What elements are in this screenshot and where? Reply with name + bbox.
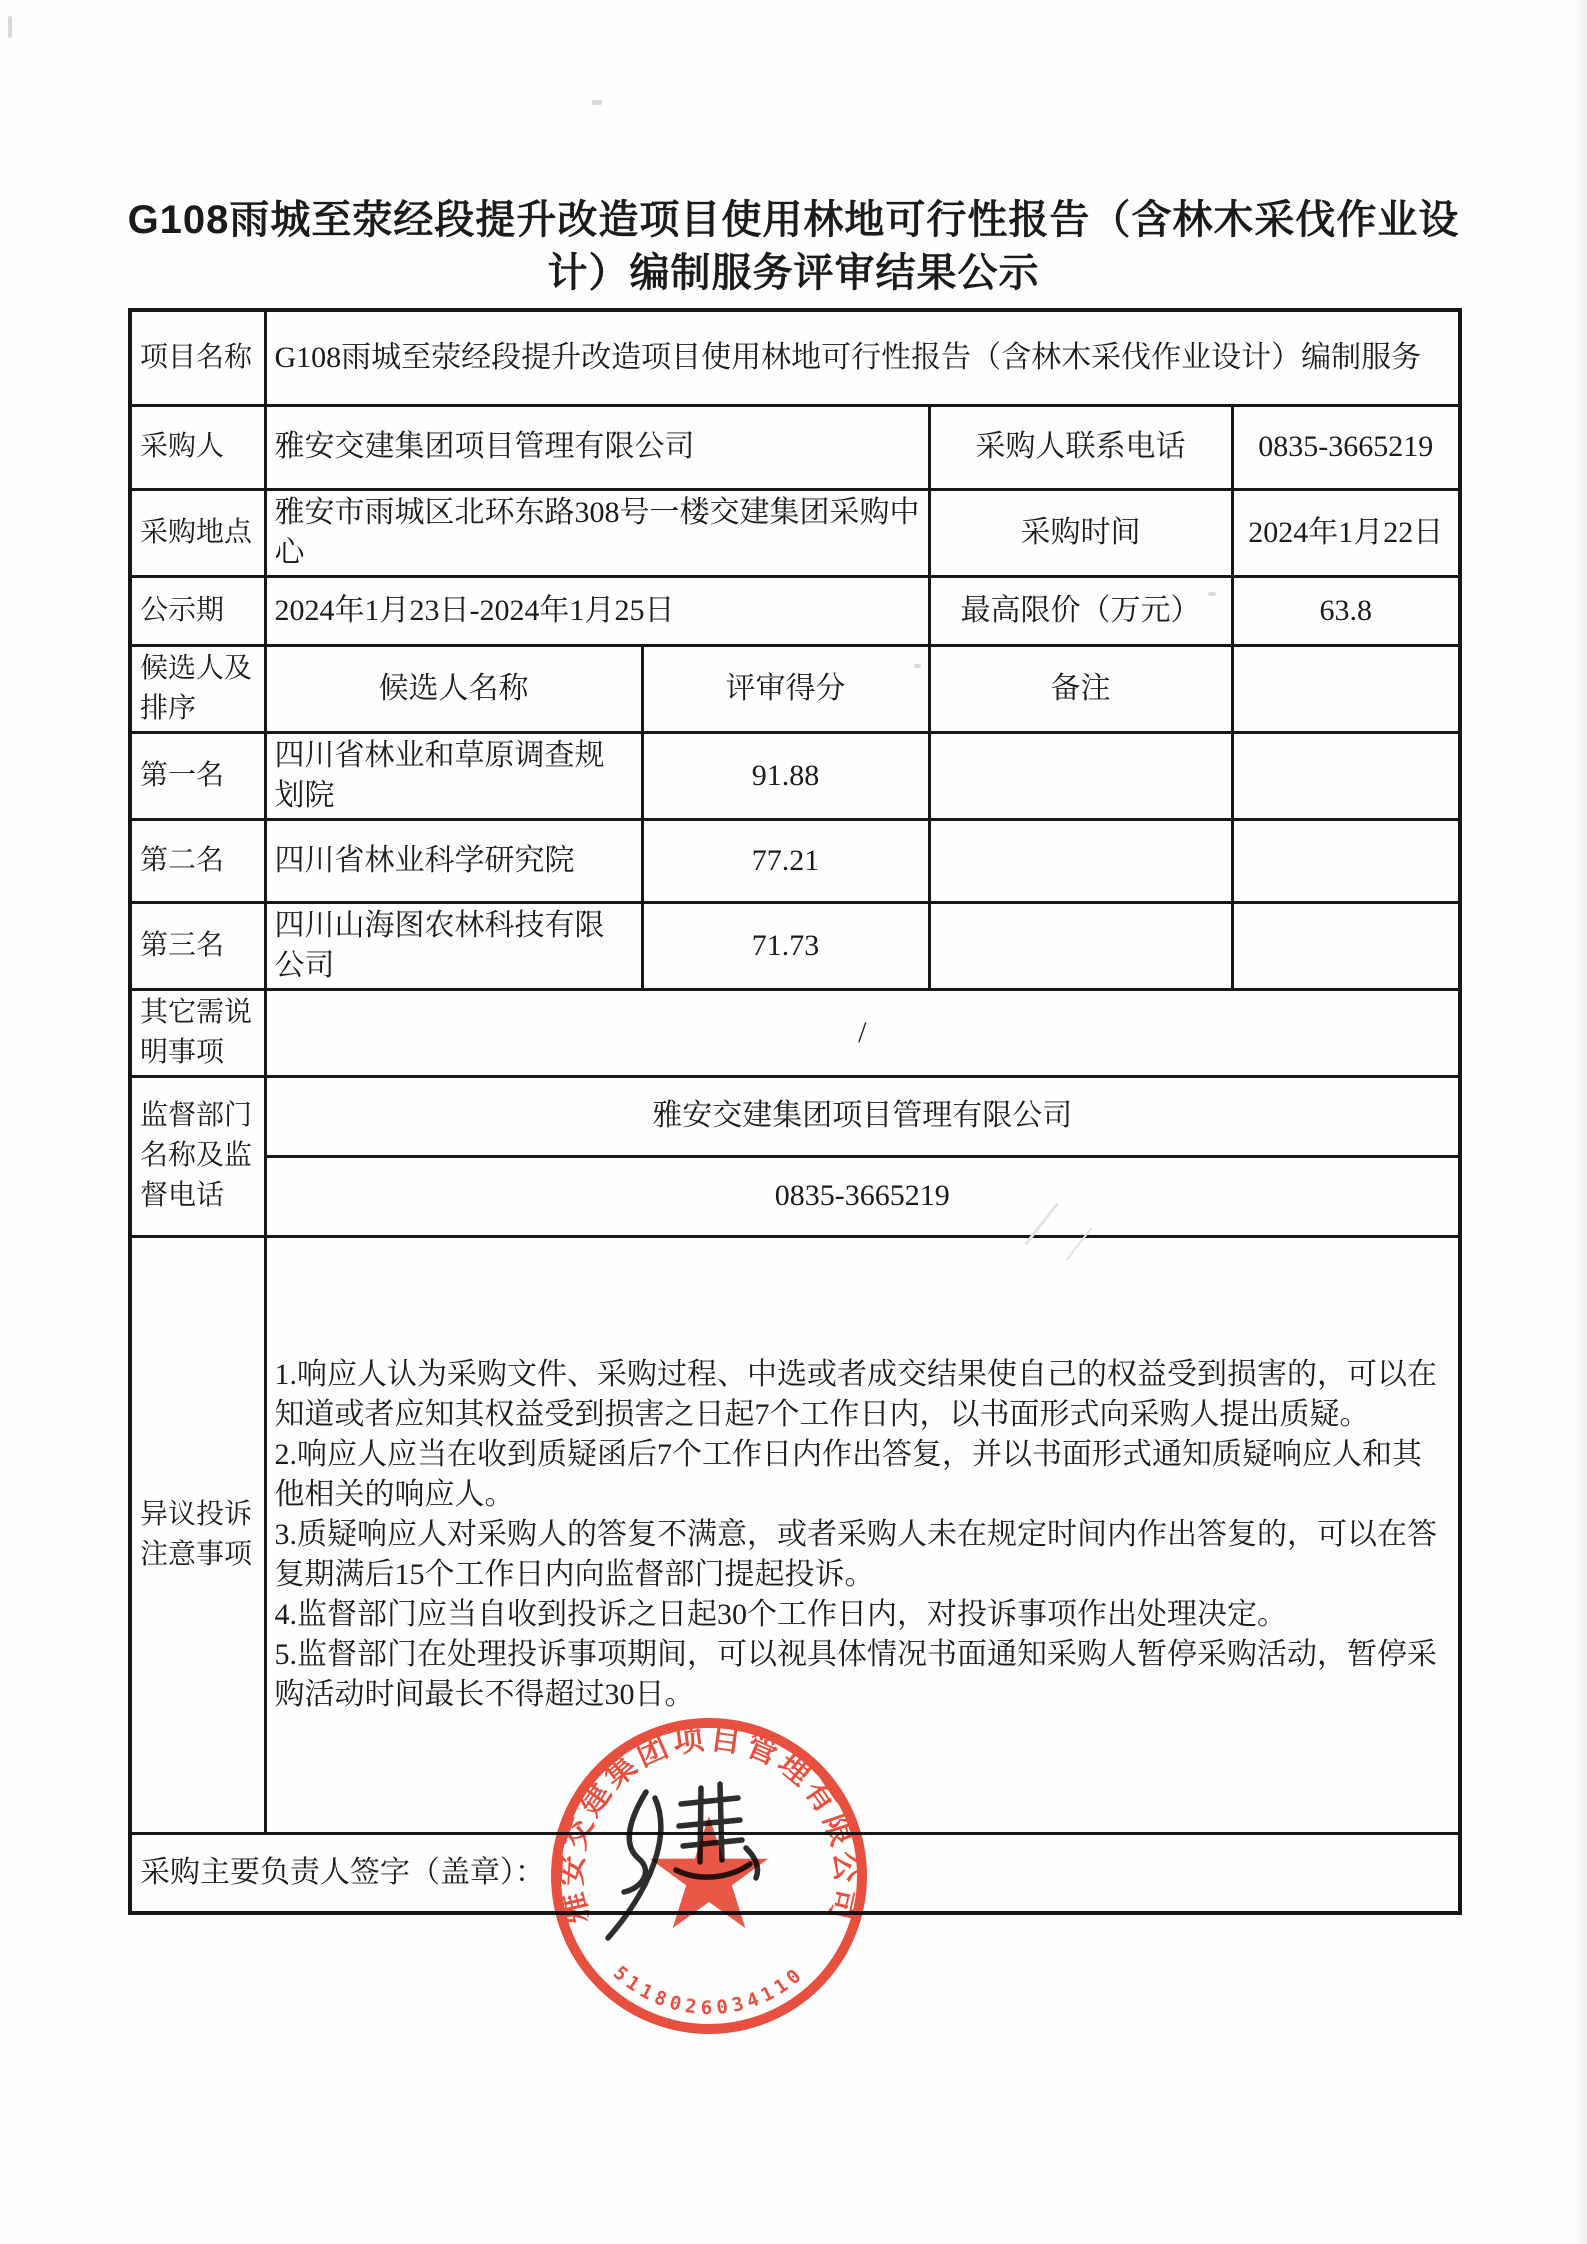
- project-name-label: 项目名称: [130, 310, 265, 405]
- candidate-score: 77.21: [642, 819, 929, 902]
- max-price-label: 最高限价（万元）: [929, 576, 1232, 645]
- candidate-remark-empty: [929, 902, 1232, 989]
- table-row: [130, 576, 1460, 645]
- complaint-label: 异议投诉注意事项: [130, 1236, 265, 1833]
- buyer-phone-value: 0835-3665219: [1232, 405, 1460, 489]
- scan-speck: [592, 100, 602, 105]
- project-name-value: G108雨城至荥经段提升改造项目使用林地可行性报告（含林木采伐作业设计）编制服务: [265, 310, 1460, 405]
- signature-stroke: [624, 1792, 646, 1892]
- candidate-extra-empty: [1232, 732, 1460, 819]
- table-row: [130, 310, 1460, 405]
- complaint-item-5: 5.监督部门在处理投诉事项期间，可以视具体情况书面通知采购人暂停采购活动，暂停采购活动时间最长不得超过30日。: [274, 1637, 1437, 1711]
- seal-number-text: 5118026034110: [608, 1961, 810, 2019]
- candidate-extra-empty: [1232, 819, 1460, 902]
- candidate-score: 71.73: [642, 902, 929, 989]
- publicity-period-value: 2024年1月23日-2024年1月25日: [265, 576, 929, 645]
- scan-speck: [914, 664, 921, 668]
- candidates-header-empty-cell: [1232, 645, 1460, 732]
- table-row: [130, 405, 1460, 489]
- candidate-score: 91.88: [642, 732, 929, 819]
- supervisor-label: 监督部门名称及监督电话: [130, 1076, 265, 1236]
- other-notes-value: /: [265, 989, 1460, 1076]
- table-row: [130, 1156, 1460, 1236]
- purchase-time-label: 采购时间: [929, 489, 1232, 576]
- scan-edge-shade: [1573, 0, 1587, 2244]
- publicity-period-label: 公示期: [130, 576, 265, 645]
- candidates-name-header: 候选人名称: [265, 645, 642, 732]
- complaint-item-1: 1.响应人认为采购文件、采购过程、中选或者成交结果使自己的权益受到损害的，可以在知道或者应知其权益受到损害之日起7个工作日内，以书面形式向采购人提出质疑。: [274, 1357, 1437, 1431]
- location-label: 采购地点: [130, 489, 265, 576]
- max-price-value: 63.8: [1232, 576, 1460, 645]
- candidates-remark-header: 备注: [929, 645, 1232, 732]
- candidate-row: [130, 902, 1460, 989]
- page-title-line2: 计）编制服务评审结果公示: [547, 251, 1040, 295]
- table-row: [130, 989, 1460, 1076]
- handwritten-signature: [560, 1740, 820, 1980]
- candidates-score-header: 评审得分: [642, 645, 929, 732]
- candidate-row: [130, 732, 1460, 819]
- candidate-remark-empty: [929, 732, 1232, 819]
- candidate-extra-empty: [1232, 902, 1460, 989]
- table-row: [130, 489, 1460, 576]
- seal-company-text: 雅安交建集团项目管理有限公司: [553, 1720, 865, 1928]
- signature-stroke: [679, 1788, 742, 1862]
- candidate-name: 四川省林业科学研究院: [265, 819, 642, 902]
- table-row: [130, 1076, 1460, 1156]
- announcement-table: [128, 308, 1462, 1915]
- buyer-value: 雅安交建集团项目管理有限公司: [265, 405, 929, 489]
- complaint-item-4: 4.监督部门应当自收到投诉之日起30个工作日内，对投诉事项作出处理决定。: [274, 1597, 1287, 1631]
- scan-speck: [1208, 592, 1216, 596]
- signature-label: 采购主要负责人签字（盖章）：: [130, 1833, 1460, 1913]
- candidate-rank: 第一名: [130, 732, 265, 819]
- candidate-name: 四川省林业和草原调查规划院: [265, 732, 642, 819]
- buyer-phone-label: 采购人联系电话: [929, 405, 1232, 489]
- candidate-name: 四川山海图农林科技有限公司: [265, 902, 642, 989]
- complaint-item-2: 2.响应人应当在收到质疑函后7个工作日内作出答复，并以书面形式通知质疑响应人和其他相关的响应人。: [274, 1437, 1422, 1511]
- scan-speck: [8, 16, 12, 38]
- location-value: 雅安市雨城区北环东路308号一楼交建集团采购中心: [265, 489, 929, 576]
- other-notes-label: 其它需说明事项: [130, 989, 265, 1076]
- purchase-time-value: 2024年1月22日: [1232, 489, 1460, 576]
- page-title-line1: G108雨城至荥经段提升改造项目使用林地可行性报告（含林木采伐作业设: [127, 198, 1460, 242]
- candidate-row: [130, 819, 1460, 902]
- candidate-rank: 第三名: [130, 902, 265, 989]
- candidates-rank-header: 候选人及排序: [130, 645, 265, 732]
- buyer-label: 采购人: [130, 405, 265, 489]
- candidate-rank: 第二名: [130, 819, 265, 902]
- supervisor-name: 雅安交建集团项目管理有限公司: [265, 1076, 1460, 1156]
- page-title: [44, 194, 1544, 300]
- complaint-item-3: 3.质疑响应人对采购人的答复不满意，或者采购人未在规定时间内作出答复的，可以在答复期满后15个工作日内向监督部门提起投诉。: [274, 1517, 1437, 1591]
- candidates-header-row: [130, 645, 1460, 732]
- supervisor-phone: 0835-3665219: [265, 1156, 1460, 1236]
- candidate-remark-empty: [929, 819, 1232, 902]
